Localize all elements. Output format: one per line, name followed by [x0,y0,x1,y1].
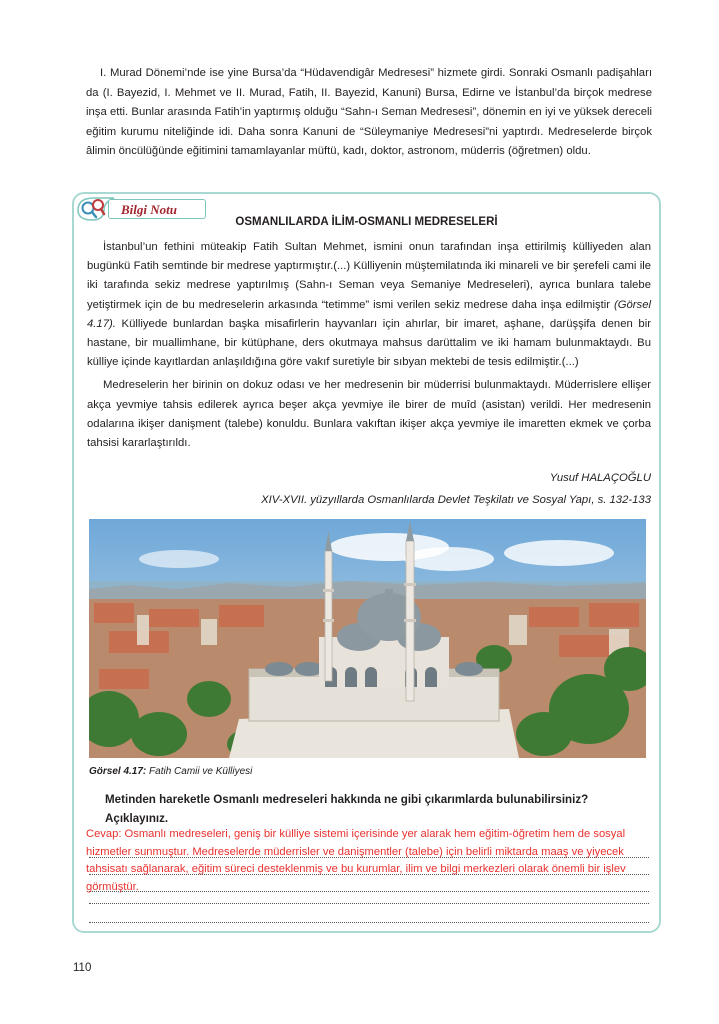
box-title: OSMANLILARDA İLİM-OSMANLI MEDRESELERİ [235,216,498,228]
box-paragraph-1 [87,238,651,372]
intro-paragraph: I. Murad Dönemi’nde ise yine Bursa’da “Hüdavendigâr Medresesi” hizmete girdi. Sonraki Osmanlı padişahları da (I. Bayezid, I. Mehmet ve II. Murad, Fatih, II. Bayezid, Kanuni) Bursa, Edirne ve İstanbul’da birçok medrese inşa etti. Bunlar arasında Fatih’in yaptırmış olduğu “Sahn-ı Seman Medresesi”, dönemin en iyi ve yüksek dereceli eğitim kurumu niteliğinde idi. Daha sonra Kanuni de “Süleymaniye Medresesi”ni yaptırdı. Medreselerde birçok âlimin öncülüğünde eğitimini tamamlayanlar müftü, kadı, doktor, astronom, müderris (öğretmen) oldu. [86,67,652,158]
answer-line-4 [89,903,649,904]
bilgi-notu-label: Bilgi Notu [108,199,206,219]
box-paragraph-1-a: İstanbul’un fethini müteakip Fatih Sultan Mehmet, ismini onun tarafından inşa ettirilmiş külliyeden alan bugünkü Fatih semtinde bir medrese yaptırmıştır.(...) Külliyenin müştemilatında iki minareli ve bir şerefeli cami ile iki tarafında sekiz medrese yaptırılmış (Sahn-ı Seman veya Semaniye Medreseleri), ayrıca bunlara talebe yetiştirmek için de bu medreselerin arkasında “tetimme” ismi verilen sekiz medrese daha inşa edilmiştir [87,241,651,311]
page-number: 110 [73,962,92,974]
caption-label: Görsel 4.17: [89,766,147,777]
answer-line-5 [89,922,649,923]
figure-caption [89,766,252,777]
source-citation: XIV-XVII. yüzyıllarda Osmanlılarda Devlet Teşkilatı ve Sosyal Yapı, s. 132-133 [261,494,651,506]
box-paragraph-2: Medreselerin her birinin on dokuz odası ve her medresenin bir müderrisi bulunmaktaydı. Müderrislere ellişer akça yevmiye tahsis edilerek ayrıca beşer akça yevmiye ile birer de muîd (asistan) verildi. Her medresenin odalarına ikişer danişment (talebe) konuldu. Bunlara vakıftan ikişer akça yevmiye ile imaretten ekmek ve çorba tahsisi kararlaştırıldı. [87,379,651,450]
answer-text[interactable]: Cevap: Osmanlı medreseleri, geniş bir külliye sistemi içerisinde yer alarak hem eğitim-öğretim hem de sosyal hizmetler sunmuştur. Medreselerde müderrisler ve danişmentler (talebe) için belirli miktarda maaş ve yiyecek tahsisatı sağlanarak, eğitim süreci desteklenmiş ve bu kurumlar, ilim ve bilgi merkezleri olarak önemli bir işlev görmüştür. [86,828,626,893]
question: Metinden hareketle Osmanlı medreseleri hakkında ne gibi çıkarımlarda bulunabilirsiniz? Açıklayınız. [105,793,589,825]
caption-text: Fatih Camii ve Külliyesi [146,766,253,777]
author: Yusuf HALAÇOĞLU [549,472,651,484]
fatih-mosque-photo [89,519,646,758]
figure-reference: (Görsel 4.17). [87,298,651,330]
mosque-illustration [89,519,646,758]
box-paragraph-1-b: Külliyede bunlardan başka misafirlerin hayvanları için ahırlar, bir imaret, aşhane, darüşşifa denen bir hastane, bir muallimhane, bir kütüphane, ders okutmaya mahsus darüttalim ve iki hamam bulunmaktaydı. Bu külliye içinde kayıtlardan anlaşıldığına göre vakıf suretiyle bir sıbyan mektebi de tesis edilmiştir.(...) [87,317,651,369]
box-body [87,238,651,457]
intro-section [86,64,652,162]
